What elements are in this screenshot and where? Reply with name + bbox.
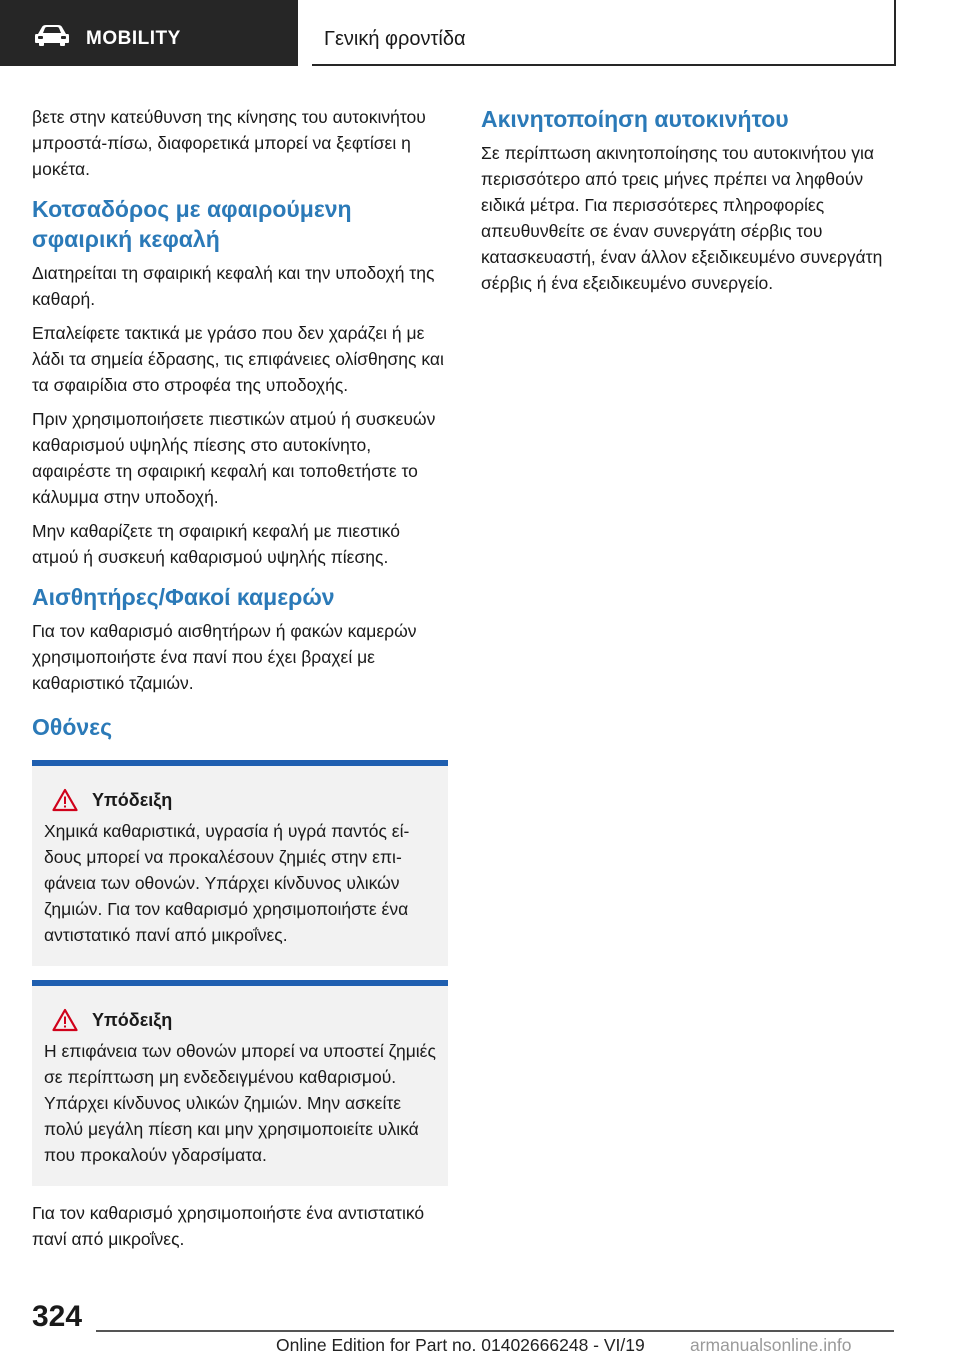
storage-paragraph: Σε περίπτωση ακινητοποίησης του αυτοκινήτου για περισσότερο από τρεις μήνες πρέπει να ληφθούν ειδικά μέτρα. Για περισσότερες πληροφορίες απευθυνθείτε σε έναν συνεργάτη σέρβις του κατασκευαστή, έναν άλλον εξειδικευμένο συνεργάτη σέρβις ή ένα εξειδικευμένο συνεργείο. — [481, 143, 883, 293]
heading-screens: Οθόνες — [32, 714, 113, 740]
note-box-2 — [32, 980, 448, 1186]
towbar-paragraph-2: Επαλείφετε τακτικά με γράσο που δεν χαράζει ή με λάδι τα σημεία έδρασης, τις επιφάνειες ολίσθησης και τα σφαιρίδια στο στροφέα της υποδοχής. — [32, 323, 444, 395]
note-text-1: Χημικά καθαριστικά, υγρασία ή υγρά παντός είδους μπορεί να προκαλέσουν ζημιές στην επιφάνεια των οθονών. Υπάρχει κίνδυνος υλικών ζημιών. Για τον καθαρισμό χρησιμοποιήστε ένα αντιστατικό πανί από μικροΐνες. — [44, 821, 410, 945]
screens-paragraph: Για τον καθαρισμό χρησιμοποιήστε ένα αντιστατικό πανί από μικροΐνες. — [32, 1203, 425, 1249]
watermark-text: armanualsonline.info — [690, 1335, 852, 1355]
note-title-1: Υπόδειξη — [92, 789, 173, 810]
note-title-2: Υπόδειξη — [92, 1009, 173, 1030]
footer-divider — [96, 1330, 894, 1332]
warning-triangle-icon — [52, 1008, 78, 1032]
heading-towbar: Κοτσαδόρος με αφαιρούμενη σφαιρική κεφαλή — [32, 196, 352, 252]
edition-text: Online Edition for Part no. 01402666248 - VI/19 — [276, 1335, 645, 1355]
warning-triangle-icon — [52, 788, 78, 812]
sensors-paragraph: Για τον καθαρισμό αισθητήρων ή φακών καμερών χρησιμοποιήστε ένα πανί που έχει βραχεί με καθαριστικό τζαμιών. — [32, 621, 417, 693]
note-header-1 — [52, 788, 436, 812]
towbar-paragraph-4: Μην καθαρίζετε τη σφαιρική κεφαλή με πιεστικό ατμού ή συσκευή καθαρισμού υψηλής πίεσης. — [32, 521, 400, 567]
section-title: Γενική φροντίδα — [324, 28, 466, 50]
section-bar — [312, 0, 896, 66]
heading-sensors: Αισθητήρες/Φακοί καμερών — [32, 584, 335, 610]
page-header — [0, 0, 960, 66]
note-text-2: Η επιφάνεια των οθονών μπορεί να υποστεί ζημιές σε περίπτωση μη ενδεδειγμένου καθαρισμού. Υπάρχει κίνδυνος υλικών ζημιών. Μην ασκείτε πολύ μεγάλη πίεση και μην χρησιμοποιείτε υλικά που προκαλούν γδαρσίματα. — [44, 1041, 436, 1165]
brand-label: MOBILITY — [86, 28, 181, 49]
note-header-2 — [52, 1008, 436, 1032]
towbar-paragraph-3: Πριν χρησιμοποιήσετε πιεστικών ατμού ή συσκευών καθαρισμού υψηλής πίεσης στο αυτοκίνητο, αφαιρέστε τη σφαιρική κεφαλή και τοποθετήστε το κάλυμμα στην υποδοχή. — [32, 409, 436, 507]
heading-storage: Ακινητοποίηση αυτοκινήτου — [481, 106, 789, 132]
intro-paragraph: βετε στην κατεύθυνση της κίνησης του αυτοκινήτου μπροστά-πίσω, διαφορετικά μπορεί να ξεφτίσει η μοκέτα. — [32, 107, 426, 179]
page-number: 324 — [32, 1300, 83, 1333]
brand-bar — [0, 0, 298, 66]
note-box-1 — [32, 760, 448, 966]
right-column — [481, 104, 897, 304]
towbar-paragraph-1: Διατηρείται τη σφαιρική κεφαλή και την υποδοχή της καθαρή. — [32, 263, 435, 309]
left-column — [32, 104, 448, 1260]
car-icon — [34, 24, 70, 46]
